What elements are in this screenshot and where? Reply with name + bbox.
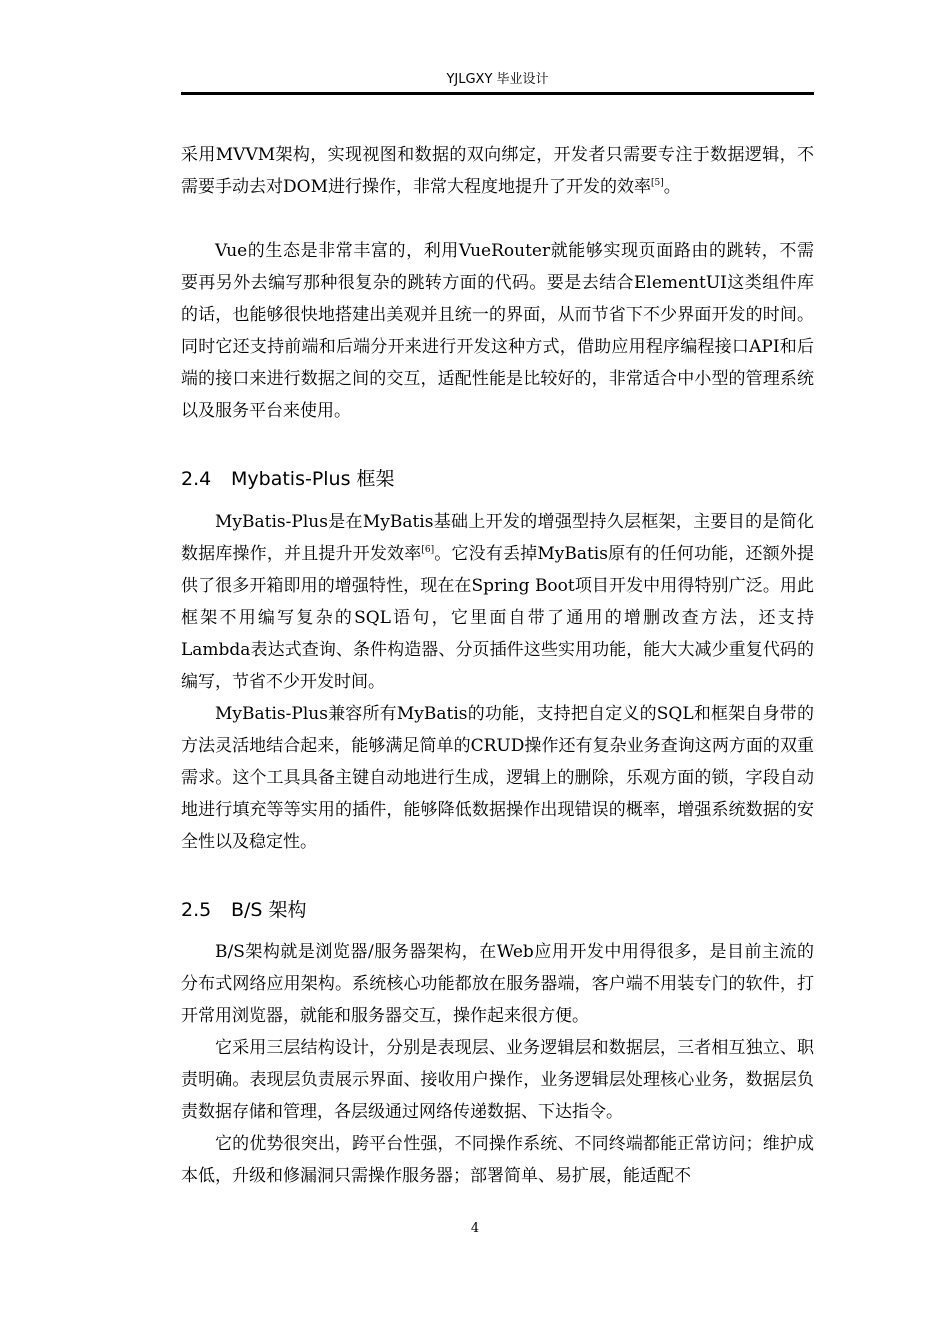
paragraph-text: 。它没有丢掉MyBatis原有的任何功能，还额外提供了很多开箱即用的增强特性，现在在Spring Boot项目开发中用得特别广泛。用此框架不用编写复杂的SQL语句，它里面自带了通用的增删改查方法，还支持Lambda表达式查询、条件构造器、分页插件这些实用功能，能大大减少重复代码的编写，节省不少开发时间。: [181, 544, 815, 692]
paragraph-mvvm: [181, 139, 814, 203]
paragraph-bs-advantages: [181, 1128, 814, 1192]
page-header: YJLGXY 毕业设计: [446, 72, 549, 87]
section-title: Mybatis-Plus 框架: [231, 468, 395, 490]
section-title: B/S 架构: [231, 899, 307, 921]
paragraph-bs-intro: [181, 936, 814, 1032]
citation: [5]: [650, 178, 664, 188]
paragraph-mybatis-plus-compat: [181, 698, 814, 858]
paragraph-text: 。: [663, 177, 681, 197]
paragraph-text: MyBatis-Plus兼容所有MyBatis的功能，支持把自定义的SQL和框架自身带的方法灵活地结合起来，能够满足简单的CRUD操作还有复杂业务查询这两方面的双重需求。这个工具具备主键自动地进行生成，逻辑上的删除，乐观方面的锁，字段自动地进行填充等等实用的插件，能够降低数据操作出现错误的概率，增强系统数据的安全性以及稳定性。: [181, 704, 814, 852]
header-rule: [181, 92, 814, 95]
section-heading-2-4: [181, 463, 814, 495]
paragraph-text: 采用MVVM架构，实现视图和数据的双向绑定，开发者只需要专注于数据逻辑，不需要手动去对DOM进行操作，非常大程度地提升了开发的效率: [181, 145, 814, 197]
citation: [6]: [421, 545, 435, 555]
paragraph-text: 它采用三层结构设计，分别是表现层、业务逻辑层和数据层，三者相互独立、职责明确。表现层负责展示界面、接收用户操作，业务逻辑层处理核心业务，数据层负责数据存储和管理，各层级通过网络传递数据、下达指令。: [181, 1038, 814, 1122]
paragraph-mybatis-plus-intro: [181, 506, 814, 698]
page-number: 4: [470, 1221, 480, 1236]
section-number: 2.5: [181, 899, 212, 921]
paragraph-text: Vue的生态是非常丰富的，利用VueRouter就能够实现页面路由的跳转，不需要再另外去编写那种很复杂的跳转方面的代码。要是去结合ElementUI这类组件库的话，也能够很快地搭建出美观并且统一的界面，从而节省下不少界面开发的时间。同时它还支持前端和后端分开来进行开发这种方式，借助应用程序编程接口API和后端的接口来进行数据之间的交互，适配性能是比较好的，非常适合中小型的管理系统以及服务平台来使用。: [181, 241, 814, 421]
section-heading-2-5: [181, 894, 814, 926]
paragraph-text: MyBatis-Plus是在MyBatis基础上开发的增强型持久层框架，主要目的是简化数据库操作，并且提升开发效率: [181, 512, 814, 564]
paragraph-bs-layers: [181, 1032, 814, 1128]
paragraph-text: B/S架构就是浏览器/服务器架构，在Web应用开发中用得很多，是目前主流的分布式网络应用架构。系统核心功能都放在服务器端，客户端不用装专门的软件，打开常用浏览器，就能和服务器交互，操作起来很方便。: [181, 942, 814, 1026]
paragraph-vue-ecosystem: [181, 235, 814, 427]
section-number: 2.4: [181, 468, 212, 490]
paragraph-text: 它的优势很突出，跨平台性强，不同操作系统、不同终端都能正常访问；维护成本低，升级和修漏洞只需操作服务器；部署简单、易扩展，能适配不: [181, 1134, 814, 1186]
